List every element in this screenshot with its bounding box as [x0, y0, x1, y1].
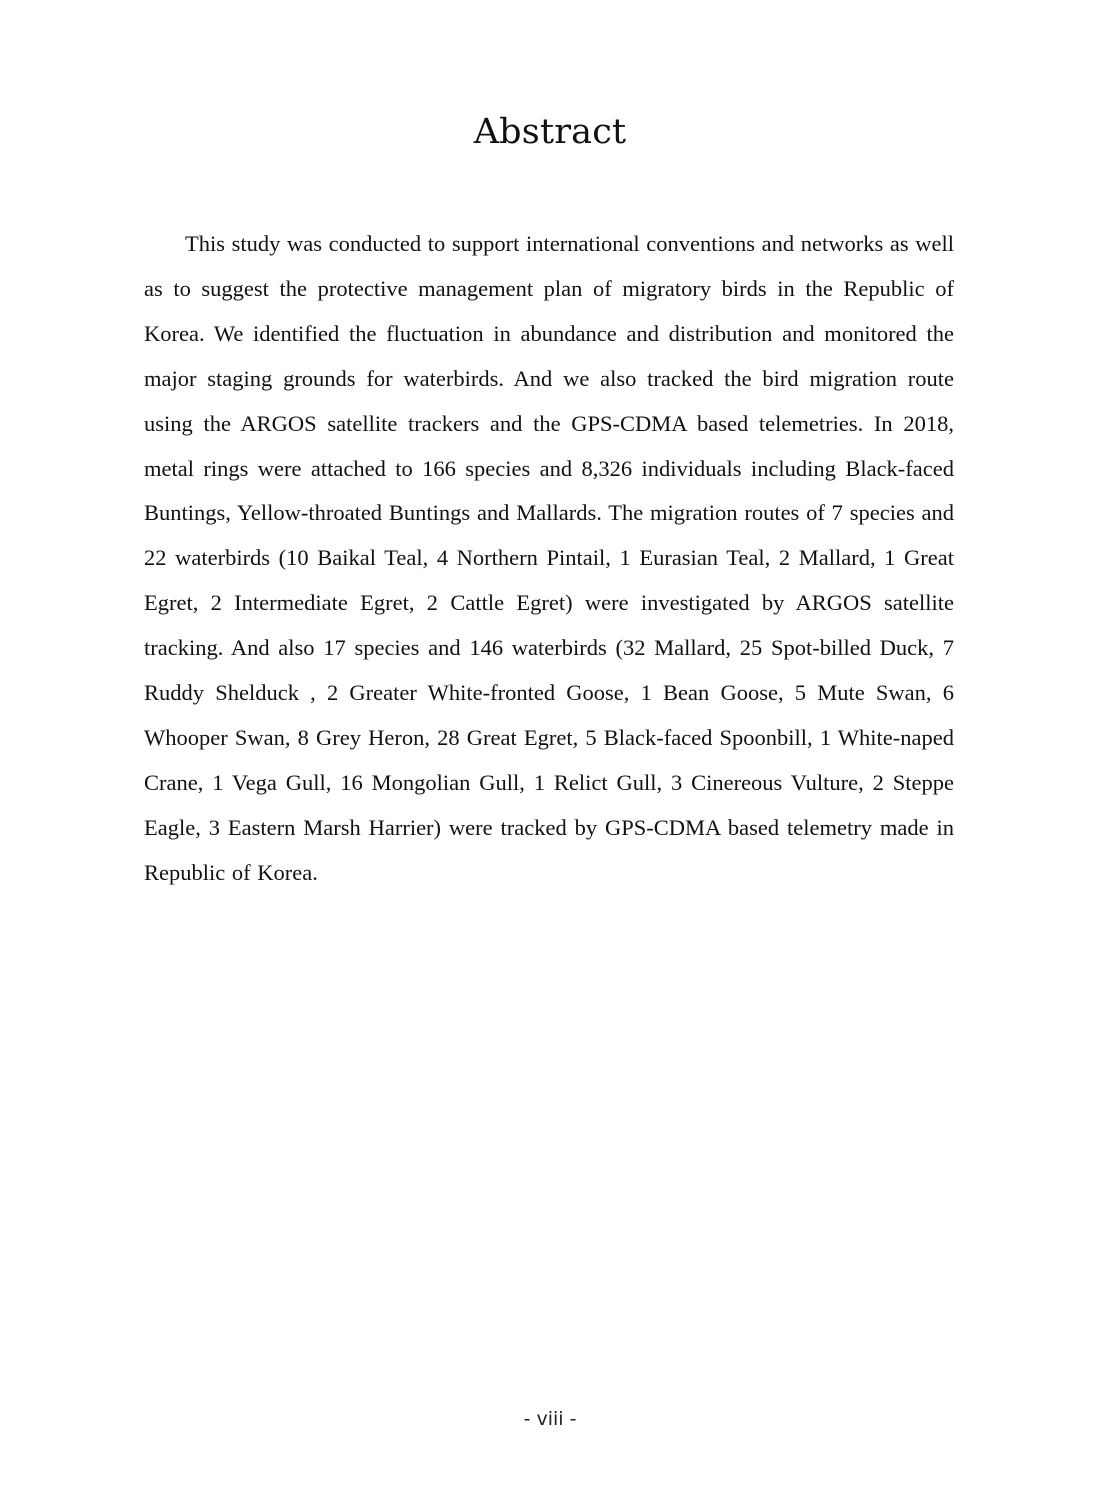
page-number: - viii - — [523, 1408, 577, 1430]
abstract-paragraph: This study was conducted to support international conventions and networks as well as to suggest the protective management plan of migratory birds in the Republic of Korea. We identified the fluctuation in abundance and distribution and monitored the major staging grounds for waterbirds. And we also tracked the bird migration route using the ARGOS satellite trackers and the GPS-CDMA based telemetries. In 2018, metal rings were attached to 166 species and 8,326 individuals including Black-faced Buntings, Yellow-throated Buntings and Mallards. The migration routes of 7 species and 22 waterbirds (10 Baikal Teal, 4 Northern Pintail, 1 Eurasian Teal, 2 Mallard, 1 Great Egret, 2 Intermediate Egret, 2 Cattle Egret) were investigated by ARGOS satellite tracking. And also 17 species and 146 waterbirds (32 Mallard, 25 Spot-billed Duck, 7 Ruddy Shelduck , 2 Greater White-fronted Goose, 1 Bean Goose, 5 Mute Swan, 6 Whooper Swan, 8 Grey Heron, 28 Great Egret, 5 Black-faced Spoonbill, 1 White-naped Crane, 1 Vega Gull, 16 Mongolian Gull, 1 Relict Gull, 3 Cinereous Vulture, 2 Steppe Eagle, 3 Eastern Marsh Harrier) were tracked by GPS-CDMA based telemetry made in Republic of Korea. — [144, 231, 954, 885]
page-title: Abstract — [473, 112, 627, 152]
